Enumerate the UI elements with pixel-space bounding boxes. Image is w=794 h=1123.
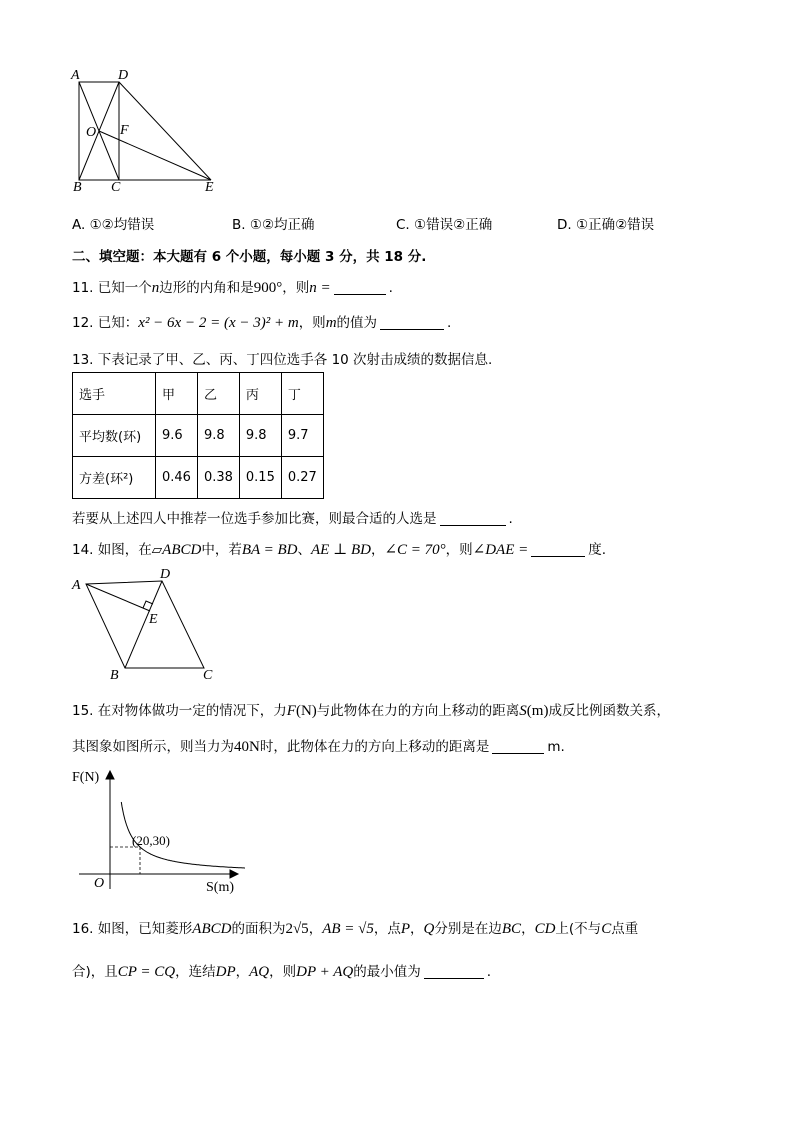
answer-blank[interactable]	[440, 511, 506, 526]
parallelogram-name: ABCD	[162, 542, 202, 558]
answer-blank[interactable]	[424, 964, 484, 979]
point-P: P	[400, 921, 411, 937]
table-row	[73, 457, 324, 499]
text: ，	[308, 921, 323, 937]
table-cell: 9.7	[281, 415, 323, 457]
table-cell: 0.27	[281, 457, 323, 499]
text: ，	[370, 542, 385, 558]
stats-table	[72, 372, 324, 499]
text: 下表记录了甲、乙、丙、丁四位选手各 10 次射击成绩的数据信息.	[97, 352, 493, 368]
text: ，则	[445, 542, 473, 558]
text: 的最小值为	[353, 964, 421, 980]
label-E: E	[205, 180, 214, 195]
table-cell: 9.8	[197, 415, 239, 457]
answer-blank[interactable]	[492, 739, 544, 754]
text: 的面积为	[231, 921, 286, 937]
text: 合)，且	[72, 964, 118, 980]
expression: x² − 6x − 2 = (x − 3)² + m	[138, 315, 299, 331]
angle-sum: 900°	[253, 280, 283, 296]
unit-N: (N)	[295, 703, 317, 719]
option-b: B. ①②均正确	[232, 217, 315, 233]
text: ，则	[282, 280, 310, 296]
question-13	[72, 348, 492, 368]
text: ，连结	[175, 964, 216, 980]
table-cell: 选手	[73, 373, 156, 415]
text: 时，此物体在力的方向上移动的距离是	[259, 739, 490, 755]
table-cell: 乙	[197, 373, 239, 415]
text: ，	[235, 964, 250, 980]
label-C: C	[203, 668, 213, 683]
answer-blank[interactable]	[531, 542, 585, 557]
table-cell: 丁	[281, 373, 323, 415]
question-16-line2	[72, 960, 491, 981]
var-n: n	[151, 280, 160, 296]
label-B: B	[110, 668, 119, 683]
point-Q: Q	[423, 921, 435, 937]
condition-3: ∠C = 70°	[384, 542, 446, 558]
label-E: E	[149, 612, 158, 627]
period: .	[486, 964, 492, 980]
label-A: A	[71, 68, 80, 83]
label-A: A	[72, 578, 81, 593]
unit: m.	[547, 739, 565, 755]
condition-2: AE ⊥ BD	[311, 542, 371, 558]
table-cell: 9.6	[156, 415, 198, 457]
equation: n =	[309, 280, 331, 296]
label-F: F	[120, 123, 129, 138]
text: ，	[410, 921, 424, 937]
answer-blank[interactable]	[380, 315, 444, 330]
section-heading: 二、填空题：本大题有 6 个小题，每小题 3 分，共 18 分.	[72, 249, 427, 265]
parallelogram-figure	[70, 565, 230, 685]
text: 中，若	[201, 542, 242, 558]
unit-m: (m)	[526, 703, 549, 719]
period: .	[447, 315, 452, 331]
text: 如图，在▱	[97, 542, 163, 558]
target-angle: ∠DAE =	[472, 542, 529, 558]
table-cell: 平均数(环)	[73, 415, 156, 457]
origin-label: O	[94, 876, 105, 891]
label-C: C	[111, 180, 121, 195]
table-cell: 9.8	[239, 415, 281, 457]
question-number: 11.	[72, 280, 94, 296]
text: 已知一个	[97, 280, 152, 296]
side-length: AB = √5	[322, 921, 374, 937]
force-value: 40N	[234, 739, 260, 755]
segment-DP: DP	[215, 964, 236, 980]
text: 分别是在边	[434, 921, 502, 937]
option-c: C. ①错误②正确	[396, 217, 493, 233]
condition-1: BA = BD	[241, 542, 298, 558]
question-number: 14.	[72, 542, 94, 558]
text: 上(不与	[555, 921, 602, 937]
text: 度.	[588, 542, 607, 558]
text: ，则	[298, 315, 326, 331]
label-D: D	[118, 68, 129, 83]
question-number: 16.	[72, 921, 94, 937]
rhombus-name: ABCD	[192, 921, 232, 937]
question-13-prompt	[72, 507, 513, 527]
text: 其图象如图所示，则当力为	[72, 739, 234, 755]
label-B: B	[73, 180, 82, 195]
question-11	[72, 276, 393, 297]
question-number: 12.	[72, 315, 94, 331]
var-m: m	[325, 315, 337, 331]
side-BC: BC	[501, 921, 522, 937]
table-cell: 0.38	[197, 457, 239, 499]
period: .	[508, 511, 513, 527]
table-header-row	[73, 373, 324, 415]
point-label: (20,30)	[132, 833, 170, 848]
option-a: A. ①②均错误	[72, 217, 155, 233]
x-axis-label: S(m)	[206, 880, 234, 895]
table-cell: 0.46	[156, 457, 198, 499]
text: 、	[297, 542, 312, 558]
table-cell: 丙	[239, 373, 281, 415]
rectangle-figure	[68, 66, 228, 196]
table-cell: 0.15	[239, 457, 281, 499]
table-cell: 方差(环²)	[73, 457, 156, 499]
y-axis-label: F(N)	[72, 770, 100, 785]
table-row	[73, 415, 324, 457]
var-S: S	[519, 703, 527, 719]
sum-expression: DP + AQ	[296, 964, 354, 980]
condition: CP = CQ	[117, 964, 176, 980]
text: 若要从上述四人中推荐一位选手参加比赛，则最合适的人选是	[72, 511, 437, 527]
text: 点重	[611, 921, 639, 937]
option-d: D. ①正确②错误	[557, 217, 655, 233]
period: .	[388, 280, 393, 296]
label-D: D	[160, 567, 171, 582]
var-F: F	[286, 703, 296, 719]
question-number: 15.	[72, 703, 94, 719]
segment-AQ: AQ	[249, 964, 270, 980]
answer-blank[interactable]	[334, 280, 386, 295]
question-16	[72, 917, 638, 938]
text: 成反比例函数关系，	[548, 703, 670, 719]
table-cell: 甲	[156, 373, 198, 415]
point-C: C	[601, 921, 612, 937]
text: 的值为	[336, 315, 378, 331]
question-12	[72, 311, 451, 332]
text: ，则	[269, 964, 297, 980]
area-value: 2√5	[285, 921, 309, 937]
question-number: 13.	[72, 352, 94, 368]
question-15-line2	[72, 735, 565, 756]
side-CD: CD	[534, 921, 556, 937]
text: ，	[521, 921, 535, 937]
label-O: O	[86, 125, 97, 140]
question-14	[72, 538, 606, 559]
question-15	[72, 699, 670, 720]
text: ，点	[373, 921, 401, 937]
text: 如图，已知菱形	[97, 921, 193, 937]
inverse-function-graph	[70, 767, 250, 897]
text: 在对物体做功一定的情况下，力	[97, 703, 287, 719]
text: 已知：	[97, 315, 139, 331]
text: 与此物体在力的方向上移动的距离	[316, 703, 520, 719]
text: 边形的内角和是	[159, 280, 254, 296]
